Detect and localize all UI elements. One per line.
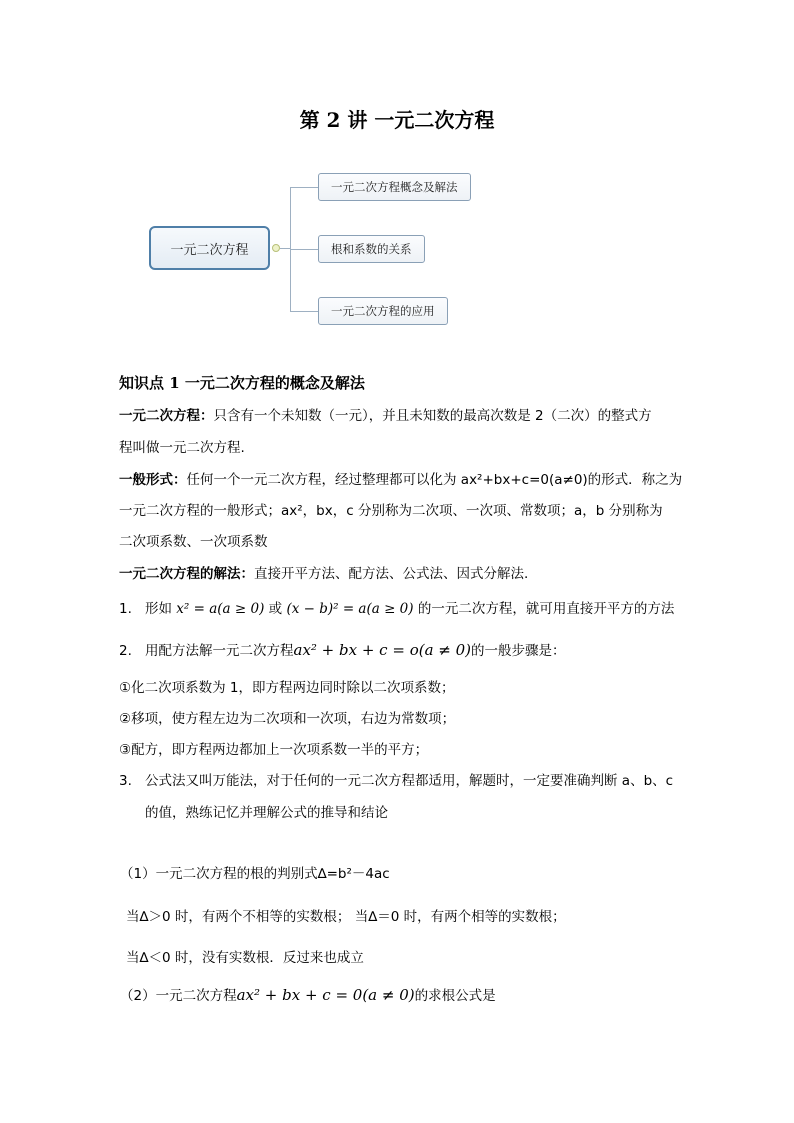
list-item-text: 的一元二次方程，就可用直接开平方的方法 (417, 601, 675, 617)
methods-text: 直接开平方法、配方法、公式法、因式分解法. (254, 566, 529, 582)
equation: (x − b)² = a(a ≥ 0) (286, 601, 414, 617)
methods-paragraph (119, 562, 528, 582)
mind-map-node-roots-coefficients[interactable]: 根和系数的关系 (318, 235, 425, 263)
list-item-text: 形如 (145, 601, 172, 617)
general-form-text-cont: 一元二次方程的一般形式；ax²，bx，c 分别称为二次项、一次项、常数项；a，b 分别称为 (119, 503, 663, 519)
step-3: ③配方，即方程两边都加上一次项系数一半的平方； (119, 742, 429, 758)
definition-text: 只含有一个未知数（一元），并且未知数的最高次数是 2（二次）的整式方 (213, 408, 652, 424)
general-form-text-cont: 二次项系数、一次项系数 (119, 534, 268, 550)
section-heading: 知识点 1 一元二次方程的概念及解法 (119, 374, 365, 392)
mind-map-root[interactable]: 一元二次方程 (149, 226, 270, 270)
discriminant-case: 当∆＞0 时，有两个不相等的实数根； 当∆＝0 时，有两个相等的实数根； (126, 909, 566, 925)
definition-term: 一元二次方程： (119, 408, 214, 424)
formula-text: 的求根公式是 (414, 988, 496, 1004)
connector-line (290, 311, 318, 312)
general-form-paragraph (119, 468, 682, 488)
general-form-text: 任何一个一元二次方程，经过整理都可以化为 ax²+bx+c=0(a≠0)的形式．称之为 (186, 472, 683, 488)
list-item-3 (119, 769, 673, 789)
equation: x² = a(a ≥ 0) (176, 601, 265, 617)
list-item-2 (119, 639, 566, 659)
definition-paragraph (119, 404, 652, 424)
list-number: 3. (119, 773, 132, 789)
list-item-text: 用配方法解一元二次方程 (145, 643, 294, 659)
formula-text: （2）一元二次方程 (120, 988, 237, 1004)
equation: ax² + bx + c = o(a ≠ 0) (293, 641, 472, 659)
equation: ax² + bx + c = 0(a ≠ 0) (236, 986, 415, 1004)
step-1: ①化二次项系数为 1，即方程两边同时除以二次项系数； (119, 680, 455, 696)
mind-map-node-concept[interactable]: 一元二次方程概念及解法 (318, 173, 471, 201)
list-item-3-cont: 的值，熟练记忆并理解公式的推导和结论 (145, 805, 388, 821)
collapse-toggle-icon[interactable] (272, 244, 280, 252)
connector-line (290, 187, 318, 188)
quadratic-formula-line (120, 984, 496, 1004)
list-item-text: 的一般步骤是： (471, 643, 566, 659)
discriminant-line: （1）一元二次方程的根的判别式∆=b²－4ac (120, 866, 390, 882)
step-2: ②移项，使方程左边为二次项和一次项，右边为常数项； (119, 711, 456, 727)
page-title: 第 2 讲 一元二次方程 (299, 108, 495, 132)
list-item-1 (119, 597, 674, 617)
definition-text-cont: 程叫做一元二次方程. (119, 440, 245, 456)
methods-term: 一元二次方程的解法： (119, 566, 254, 582)
mind-map-node-application[interactable]: 一元二次方程的应用 (318, 297, 448, 325)
list-number: 1. (119, 601, 132, 617)
connector-line (290, 249, 318, 250)
general-form-term: 一般形式： (119, 472, 187, 488)
list-item-text: 公式法又叫万能法，对于任何的一元二次方程都适用，解题时，一定要准确判断 a、b、c (145, 773, 674, 789)
list-item-text: 或 (268, 601, 283, 617)
list-number: 2. (119, 643, 132, 659)
discriminant-case: 当∆＜0 时，没有实数根．反过来也成立 (126, 950, 364, 966)
